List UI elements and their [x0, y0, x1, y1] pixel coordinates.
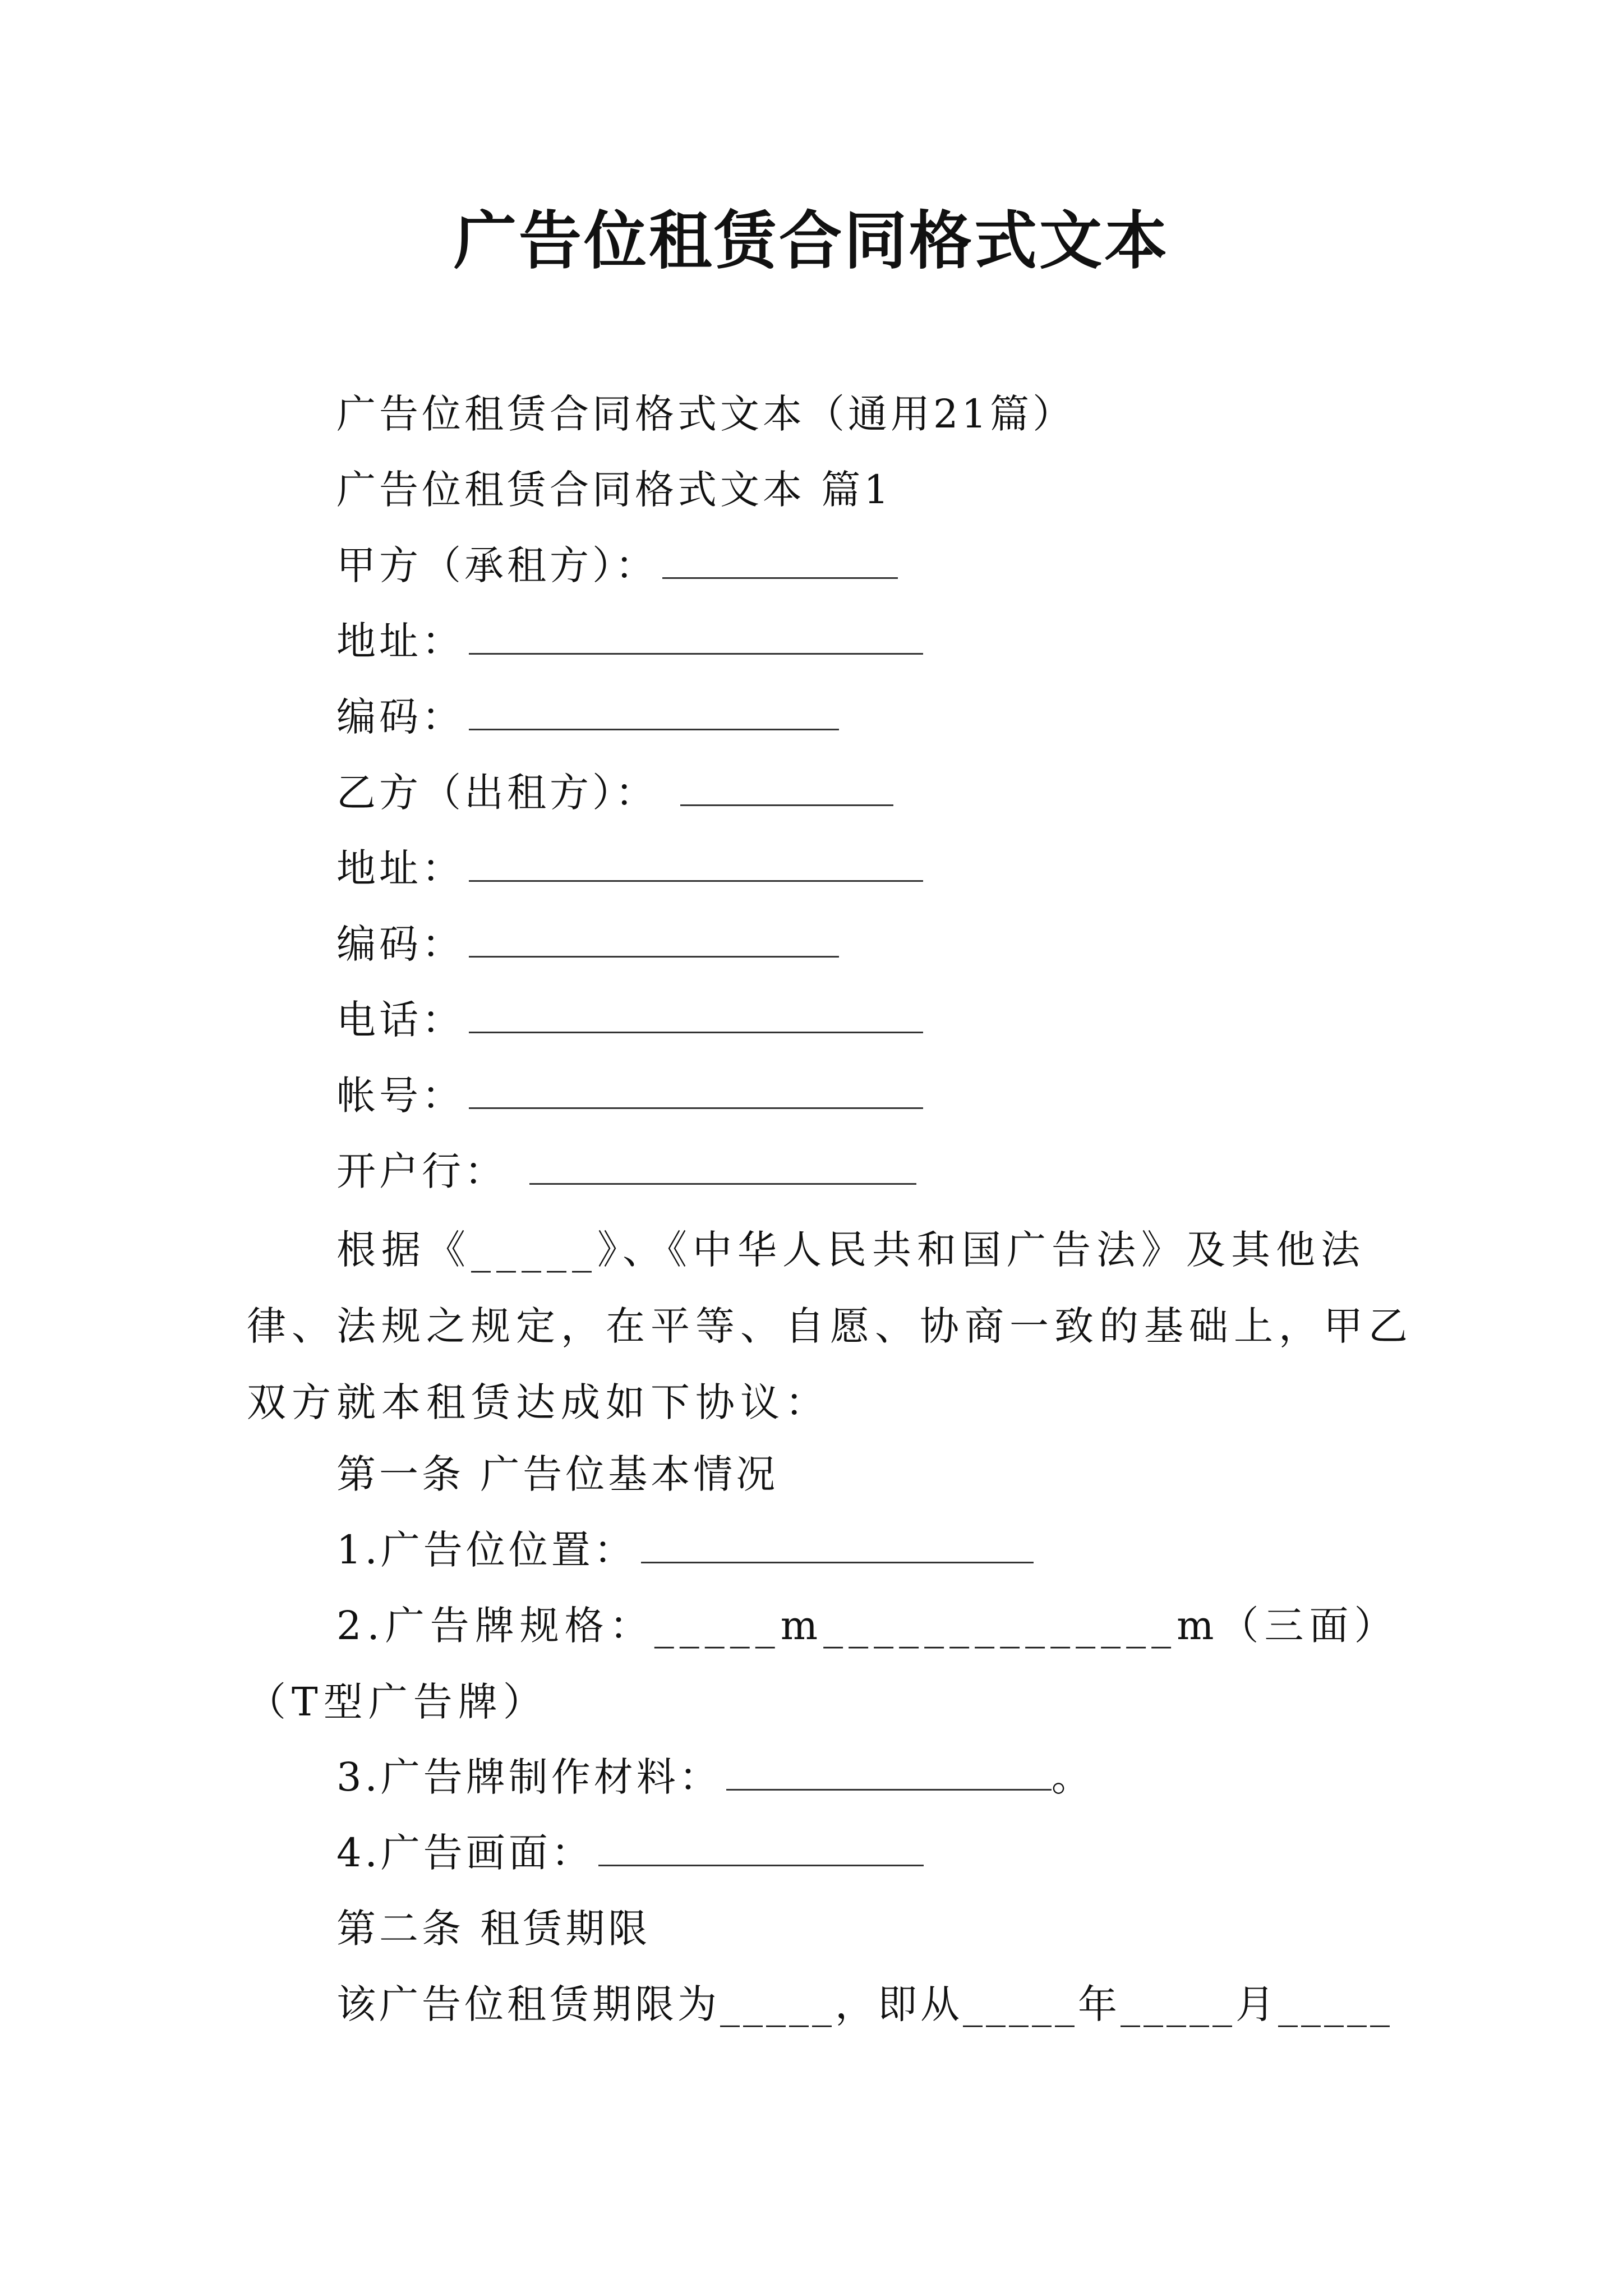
basis-paragraph: 根据《_____》、《中华人民共和国广告法》及其他法律、法规之规定，在平等、自愿、协商一致的基础上，甲乙双方就本租赁达成如下协议：	[247, 1227, 1413, 1425]
party-b-code-label: 编码：	[336, 921, 464, 967]
bank-row	[336, 1144, 916, 1198]
party-a-address-blank[interactable]	[469, 618, 923, 655]
item4-blank[interactable]	[598, 1830, 924, 1866]
party-b-label: 乙方（出租方）：	[336, 770, 658, 816]
party-a-code-blank[interactable]	[469, 694, 839, 730]
item1-label: 1.广告位位置：	[336, 1527, 637, 1573]
party-b-code-row	[336, 917, 839, 971]
account-row	[336, 1069, 923, 1122]
party-b-code-blank[interactable]	[469, 921, 839, 958]
party-a-row	[336, 539, 898, 592]
party-b-row	[336, 766, 893, 820]
item3-blank[interactable]	[726, 1754, 1052, 1791]
party-a-blank[interactable]	[662, 542, 898, 579]
party-a-address-label: 地址：	[336, 618, 464, 664]
phone-row	[336, 993, 923, 1047]
term-line: 该广告位租赁期限为_____，即从_____年_____月_____	[336, 1981, 1393, 2027]
phone-label: 电话：	[336, 997, 464, 1043]
item1-blank[interactable]	[641, 1527, 1034, 1563]
article2-heading: 第二条 租赁期限	[336, 1906, 651, 1952]
part-heading: 广告位租赁合同格式文本 篇1	[336, 467, 892, 513]
party-b-blank[interactable]	[680, 770, 893, 806]
account-label: 帐号：	[336, 1073, 464, 1119]
article1-heading: 第一条 广告位基本情况	[336, 1451, 779, 1497]
party-b-address-blank[interactable]	[469, 845, 923, 882]
bank-blank[interactable]	[529, 1148, 916, 1185]
item3-end: 。	[1051, 1754, 1094, 1800]
document-title: 广告位租赁合同格式文本	[454, 204, 1169, 278]
bank-label: 开户行：	[336, 1148, 507, 1194]
party-a-code-row	[336, 690, 839, 744]
party-a-code-label: 编码：	[336, 694, 464, 740]
document-subtitle: 广告位租赁合同格式文本（通用21篇）	[336, 391, 1076, 437]
item4-label: 4.广告画面：	[336, 1830, 594, 1876]
item3-label: 3.广告牌制作材料：	[336, 1754, 722, 1800]
item1-row	[336, 1523, 1034, 1577]
item3-row	[336, 1750, 1094, 1804]
party-a-address-row	[336, 614, 923, 668]
account-blank[interactable]	[469, 1073, 923, 1109]
item2-paragraph: 2.广告牌规格：_____m______________m（三面）（T型广告牌）	[247, 1603, 1399, 1725]
item4-row	[336, 1826, 924, 1880]
party-b-address-row	[336, 841, 923, 895]
phone-blank[interactable]	[469, 997, 923, 1033]
party-a-label: 甲方（承租方）：	[336, 542, 658, 588]
party-b-address-label: 地址：	[336, 845, 464, 891]
